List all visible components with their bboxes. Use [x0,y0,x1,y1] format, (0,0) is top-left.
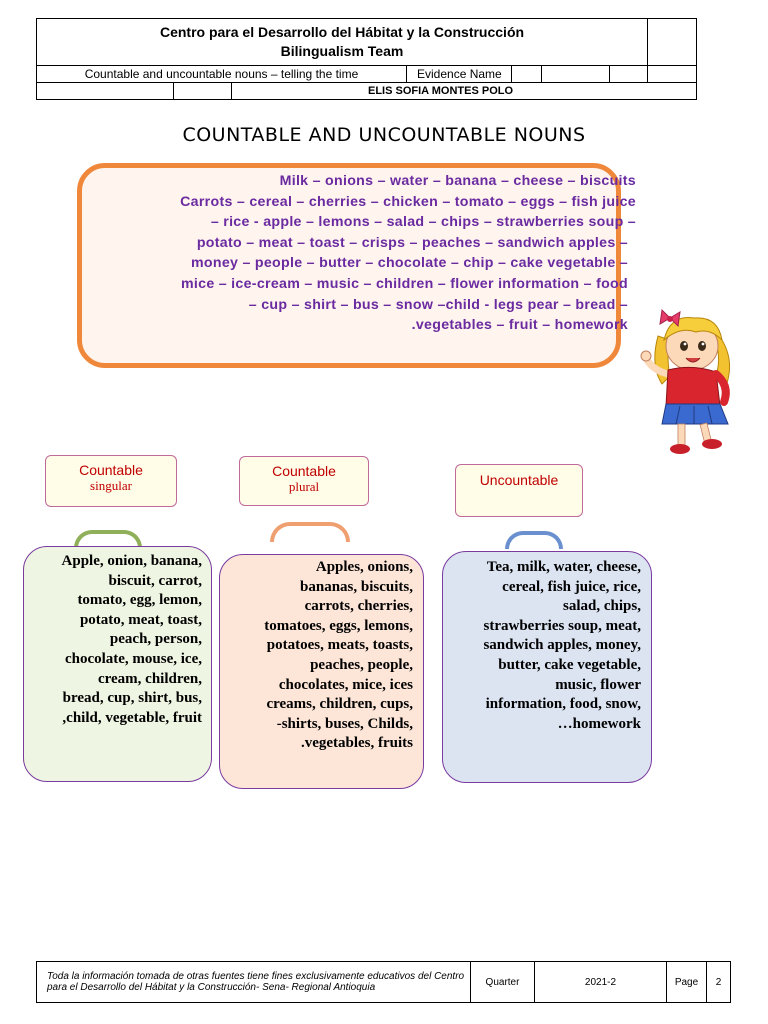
list-line: Tea, milk, water, cheese, [486,559,641,575]
list-line: music, flower [555,676,641,693]
countable-plural-list [225,558,413,754]
uncountable-list [448,558,641,734]
name-cell-empty [174,83,232,100]
label-subtitle: singular [90,478,132,493]
list-line: chocolates, mice, ices [278,676,413,693]
header-title-cell [37,19,648,66]
word-bank-line: .vegetables – fruit – homework [411,317,628,334]
list-line: tomato, egg, lemon, [77,592,202,609]
word-bank-line: mice – ice-cream – music – children – flower information – food [180,275,628,292]
list-line: carrots, cherries, [304,598,413,615]
word-bank-line: Milk – onions – water – banana – cheese – biscuits [279,173,636,189]
list-line: …homework [557,715,641,732]
label-uncountable [455,464,583,517]
list-line: salad, chips, [563,598,641,615]
label-subtitle: plural [288,479,320,494]
list-line: potatoes, meats, toasts, [266,637,413,654]
evidence-label: Evidence Name [407,66,512,83]
page-label: Page [667,962,707,1003]
list-line: strawberries soup, meat, [483,617,641,634]
list-line: peaches, people, [310,656,413,673]
label-countable-singular [45,455,177,507]
list-line: ,child, vegetable, fruit [62,709,202,726]
quarter-label: Quarter [471,962,535,1003]
list-line: tomatoes, eggs, lemons, [264,617,413,634]
page-number: 2 [707,962,731,1003]
list-line: bananas, biscuits, [300,578,413,595]
word-bank-text [84,171,636,336]
evidence-cell [512,66,542,83]
list-line: cereal, fish juice, rice, [502,578,641,595]
column-handle [505,531,563,549]
list-line: Apples, onions, [315,559,413,575]
evidence-cell [648,66,697,83]
word-bank-line: – cup – shirt – bus – snow –child - legs pear – bread – [248,296,628,313]
footer-table [36,961,730,1005]
student-name: ELIS SOFIA MONTES POLO [232,83,697,100]
quarter-value: 2021-2 [535,962,667,1003]
list-line: information, food, snow, [485,696,641,713]
topic-cell: Countable and uncountable nouns – telling the time [37,66,407,83]
institution-name: Centro para el Desarrollo del Hábitat y la Construcción [159,24,525,40]
list-line: peach, person, [109,631,202,648]
list-line: bread, cup, shirt, bus, [62,690,202,707]
list-line: chocolate, mouse, ice, [64,650,202,667]
header-empty-cell [648,19,697,66]
cartoon-girl-illustration [640,306,750,458]
list-line: -shirts, buses, Childs, [276,715,413,732]
list-line: Apple, onion, banana, [61,553,202,569]
column-handle [270,522,350,542]
label-title: Countable [272,463,336,479]
list-line: sandwich apples, money, [483,637,641,654]
name-cell-empty [37,83,174,100]
countable-singular-list [28,552,202,728]
word-bank-line: money – people – butter – chocolate – chip – cake vegetable – [191,255,628,272]
word-bank-line: potato – meat – toast – crisps – peaches – sandwich apples – [196,234,628,251]
list-line: cream, children, [97,670,202,687]
label-title: Countable [79,462,143,478]
page-title: COUNTABLE AND UNCOUNTABLE NOUNS [182,124,586,146]
word-bank-line: Carrots – cereal – cherries – chicken – tomato – eggs – fish juice [180,193,636,210]
header-table [36,18,696,104]
list-line: creams, children, cups, [266,696,413,713]
team-name: Bilingualism Team [280,43,404,59]
footer-disclaimer: Toda la información tomada de otras fuentes tiene fines exclusivamente educativos del Centro para el Desarrollo del Hábitat y la Construcción- Sena- Regional Antioquia [37,962,471,1003]
label-countable-plural [239,456,369,506]
list-line: biscuit, carrot, [108,572,202,589]
word-bank-line: – rice - apple – lemons – salad – chips – strawberries soup – [210,214,636,231]
list-line: butter, cake vegetable, [498,656,641,673]
evidence-cell [542,66,610,83]
list-line: potato, meat, toast, [79,611,202,628]
evidence-cell [610,66,648,83]
label-title: Uncountable [479,472,559,488]
list-line: .vegetables, fruits [300,735,413,752]
